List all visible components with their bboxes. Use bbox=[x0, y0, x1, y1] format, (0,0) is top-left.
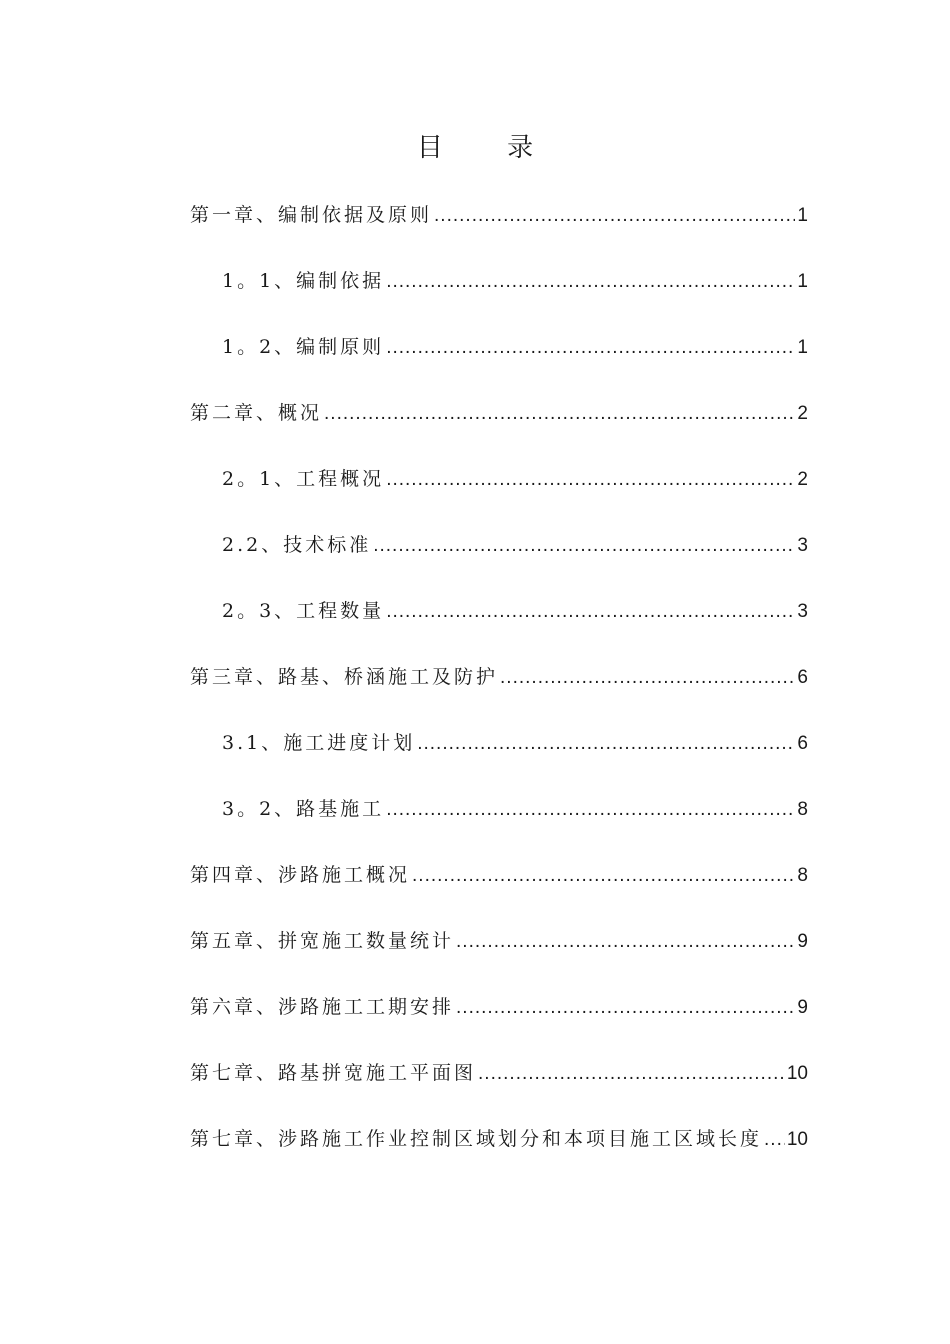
toc-entry-page: 1 bbox=[797, 271, 808, 292]
toc-entry-page: 10 bbox=[786, 1063, 808, 1084]
toc-leader-dots bbox=[456, 990, 795, 1026]
toc-entry[interactable] bbox=[190, 659, 808, 725]
toc-entry[interactable] bbox=[190, 725, 808, 791]
toc-leader-dots bbox=[500, 660, 795, 696]
toc-entry[interactable] bbox=[190, 923, 808, 989]
table-of-contents bbox=[190, 197, 808, 1187]
toc-entry-page: 2 bbox=[797, 403, 808, 424]
toc-entry-label: 第七章、路基拼宽施工平面图 bbox=[190, 1062, 477, 1084]
toc-entry-label: 第七章、涉路施工作业控制区域划分和本项目施工区域长度 bbox=[190, 1128, 763, 1150]
toc-leader-dots bbox=[386, 264, 795, 300]
toc-leader-dots bbox=[324, 396, 795, 432]
toc-entry[interactable] bbox=[190, 395, 808, 461]
toc-entry-page: 3 bbox=[797, 601, 808, 622]
toc-entry-page: 3 bbox=[797, 535, 808, 556]
toc-entry-label: 2。1、工程概况 bbox=[222, 468, 385, 490]
toc-entry-label: 第四章、涉路施工概况 bbox=[190, 864, 411, 886]
toc-entry-page: 9 bbox=[797, 931, 808, 952]
toc-entry-label: 第六章、涉路施工工期安排 bbox=[190, 996, 455, 1018]
toc-entry-page: 1 bbox=[797, 205, 808, 226]
toc-entry-label: 第五章、拼宽施工数量统计 bbox=[190, 930, 455, 952]
toc-leader-dots bbox=[478, 1056, 785, 1092]
toc-entry-label: 1。2、编制原则 bbox=[222, 336, 385, 358]
toc-entry-page: 1 bbox=[797, 337, 808, 358]
toc-entry[interactable] bbox=[190, 263, 808, 329]
toc-title: 目 录 bbox=[416, 133, 562, 163]
toc-leader-dots bbox=[386, 792, 795, 828]
toc-leader-dots bbox=[373, 528, 795, 564]
toc-entry[interactable] bbox=[190, 1121, 808, 1187]
toc-entry[interactable] bbox=[190, 857, 808, 923]
toc-entry-label: 1。1、编制依据 bbox=[222, 270, 385, 292]
toc-leader-dots bbox=[386, 594, 795, 630]
toc-entry-page: 6 bbox=[797, 733, 808, 754]
toc-leader-dots bbox=[386, 330, 795, 366]
toc-entry-label: 第二章、概况 bbox=[190, 402, 323, 424]
toc-entry[interactable] bbox=[190, 791, 808, 857]
toc-entry-page: 10 bbox=[786, 1129, 808, 1150]
toc-entry-page: 8 bbox=[797, 865, 808, 886]
toc-entry[interactable] bbox=[190, 329, 808, 395]
toc-leader-dots bbox=[412, 858, 795, 894]
toc-entry[interactable] bbox=[190, 1055, 808, 1121]
toc-entry-label: 第三章、路基、桥涵施工及防护 bbox=[190, 666, 499, 688]
toc-leader-dots bbox=[386, 462, 795, 498]
toc-entry-label: 3。2、路基施工 bbox=[222, 798, 385, 820]
toc-entry[interactable] bbox=[190, 989, 808, 1055]
toc-entry-page: 9 bbox=[797, 997, 808, 1018]
toc-entry-label: 2.2、技术标准 bbox=[222, 534, 372, 556]
toc-leader-dots bbox=[764, 1122, 785, 1158]
toc-entry[interactable] bbox=[190, 527, 808, 593]
toc-entry[interactable] bbox=[190, 461, 808, 527]
toc-leader-dots bbox=[434, 198, 795, 234]
toc-leader-dots bbox=[417, 726, 795, 762]
toc-entry-page: 8 bbox=[797, 799, 808, 820]
toc-entry-label: 第一章、编制依据及原则 bbox=[190, 204, 433, 226]
toc-leader-dots bbox=[456, 924, 795, 960]
toc-entry-label: 2。3、工程数量 bbox=[222, 600, 385, 622]
toc-entry[interactable] bbox=[190, 593, 808, 659]
toc-entry-page: 2 bbox=[797, 469, 808, 490]
toc-entry[interactable] bbox=[190, 197, 808, 263]
toc-entry-label: 3.1、施工进度计划 bbox=[222, 732, 416, 754]
toc-entry-page: 6 bbox=[797, 667, 808, 688]
